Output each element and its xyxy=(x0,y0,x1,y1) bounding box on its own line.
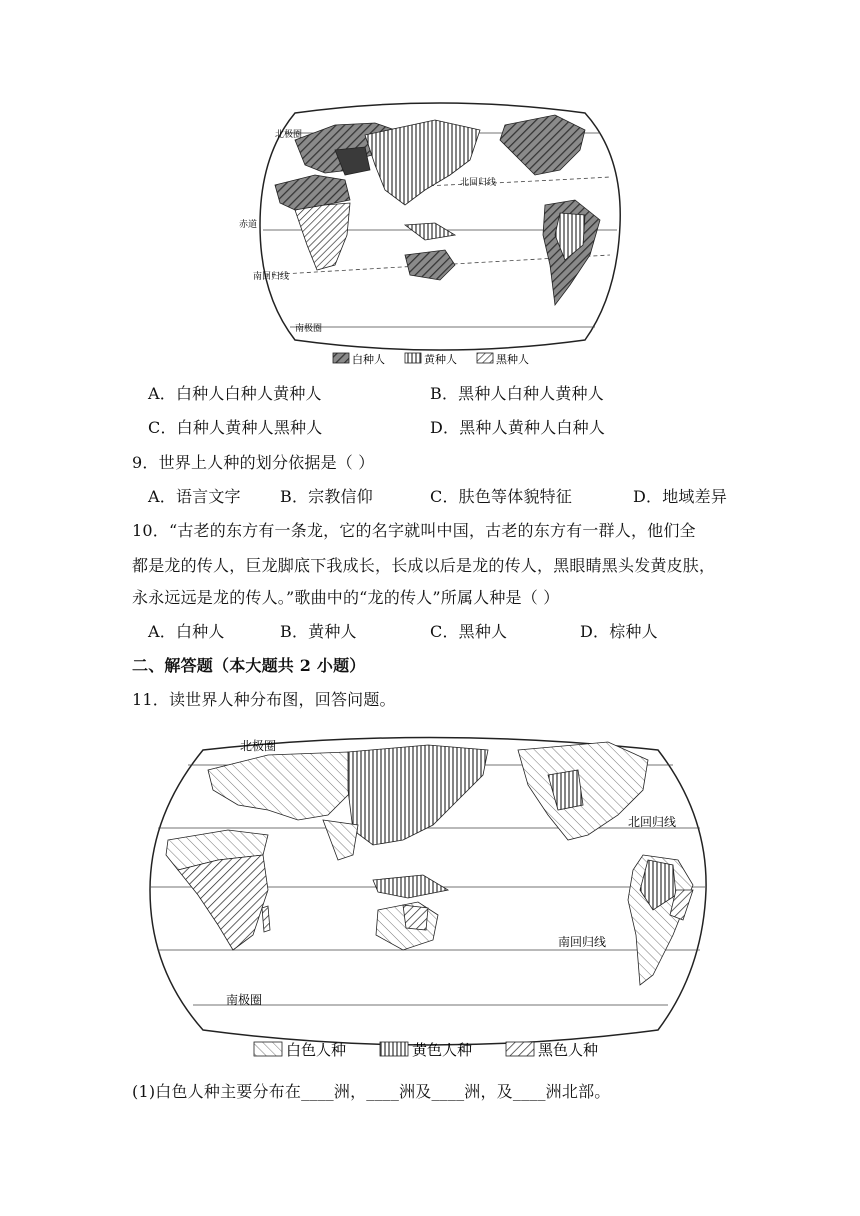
map1-legend-black: 黑种人 xyxy=(496,353,529,366)
q8-option-b: B．黑种人白种人黄种人 xyxy=(430,384,604,403)
q9-stem: 9．世界上人种的划分依据是（ ） xyxy=(132,453,375,472)
q10-option-b: B．黄种人 xyxy=(280,622,357,641)
q8-option-a: A．白种人白种人黄种人 xyxy=(148,384,322,403)
q11-stem: 11．读世界人种分布图，回答问题。 xyxy=(132,690,396,709)
world-race-map-1 xyxy=(239,95,625,380)
map2-antarctic-label: 南极圈 xyxy=(226,993,263,1007)
q10-line-3: 永永远远是龙的传人。”歌曲中的“龙的传人”所属人种是（ ） xyxy=(132,588,560,607)
map1-legend-white: 白种人 xyxy=(352,353,385,366)
q9-option-c: C．肤色等体貌特征 xyxy=(430,487,573,506)
map1-antarctic-label: 南极圈 xyxy=(295,324,323,334)
map2-tropic-s-label: 南回归线 xyxy=(558,935,607,949)
map1-tropic-s-label: 南回归线 xyxy=(253,272,290,282)
q8-option-c: C．白种人黄种人黑种人 xyxy=(148,418,323,437)
map2-arctic-label: 北极圈 xyxy=(240,739,277,753)
map2-legend-black: 黑色人种 xyxy=(538,1041,599,1059)
map1-legend-yellow: 黄种人 xyxy=(424,353,457,366)
map2-tropic-n-label: 北回归线 xyxy=(628,815,677,829)
map2-legend-white: 白色人种 xyxy=(286,1041,347,1059)
map2-legend-yellow: 黄色人种 xyxy=(412,1041,473,1059)
q9-option-d: D．地域差异 xyxy=(633,487,728,506)
map1-arctic-label: 北极圈 xyxy=(275,130,303,140)
map1-tropic-n-label: 北回归线 xyxy=(460,178,497,188)
q9-option-a: A．语言文字 xyxy=(148,487,241,506)
q8-option-d: D．黑种人黄种人白种人 xyxy=(430,418,606,437)
q10-option-a: A．白种人 xyxy=(148,622,225,641)
q11-sub1: (1)白色人种主要分布在____洲，____洲及____洲，及____洲北部。 xyxy=(132,1082,611,1101)
q10-line-2: 都是龙的传人，巨龙脚底下我成长，长成以后是龙的传人，黑眼睛黑头发黄皮肤， xyxy=(132,556,716,575)
q9-option-b: B．宗教信仰 xyxy=(280,487,373,506)
section-title: 二、解答题（本大题共 2 小题） xyxy=(132,656,366,675)
q10-line-1: 10．“古老的东方有一条龙，它的名字就叫中国，古老的东方有一群人，他们全 xyxy=(132,521,696,540)
map2-legend xyxy=(254,1041,598,1059)
q10-option-d: D．棕种人 xyxy=(580,622,658,641)
map1-legend xyxy=(333,352,529,366)
map1-equator-label: 赤道 xyxy=(239,220,258,230)
q10-option-c: C．黑种人 xyxy=(430,622,508,641)
world-race-map-2 xyxy=(148,730,710,1070)
